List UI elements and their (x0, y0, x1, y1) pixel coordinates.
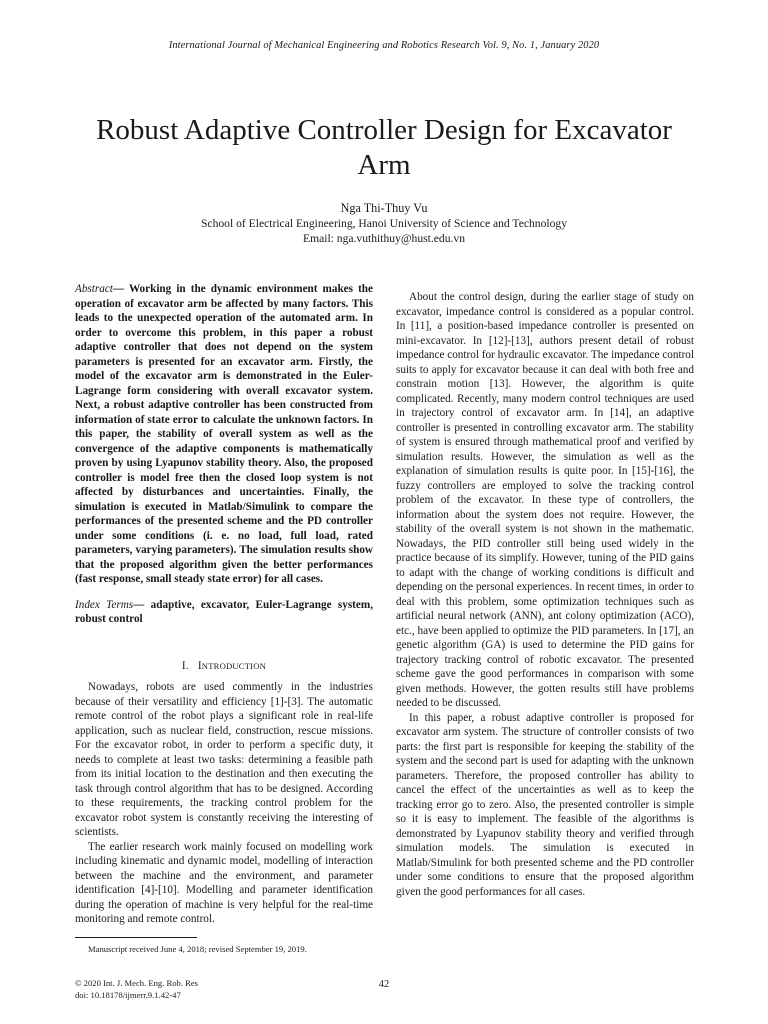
abstract-text: — Working in the dynamic environment makes the operation of excavator arm be affected by many factors. This leads to the unexpected operation of the automated arm. In order to overcome this problem, in this paper a robust adaptive controller that does not depend on the system parameters is presented for an excavator arm. Firstly, the model of the excavator arm is demonstrated in the Euler-Lagrange form considering with overall excavator system. Next, a robust adaptive controller has been constructed from information of state error to calculate the unknown factors. In this paper, the stability of overall system as well as the convergence of the adaptive components is mathematically proven by using Lyapunov stability theory. Also, the proposed controller is model free then the closed loop system is not affected by disturbances and uncertainties. Finally, the simulation is executed in Matlab/Simulink to compare the performances of the presented scheme and the PD controller under some conditions (i. e. no load, full load, rated parameters, varying parameters). The simulation results show that the proposed algorithm given the better performances (fast response, small steady state error) for all cases. (75, 283, 373, 585)
footer-left (75, 978, 198, 1001)
title-line-2: Arm (357, 149, 411, 181)
index-terms (75, 598, 373, 627)
body-paragraph: Nowadays, robots are used commently in the industries because of their versatility and efficiency [1]-[3]. The automatic remote control of the robot plays a significant role in real-life application, such as nuclear field, construction, rescue missions. For the excavator robot, in order to perform a specific duty, it needs to complete at least two tasks: determining a feasible path from its initial location to the destination and then executing the task through control algorithm that has to be designed. According to these requirements, the tracking control problem for the excavator robot system is constantly receiving the interesting of scientists. (75, 681, 373, 838)
title-line-1: Robust Adaptive Controller Design for Excavator (96, 114, 672, 146)
section-title-first-letter: I (197, 659, 202, 672)
index-terms-label: Index Terms (75, 598, 134, 611)
footnote-rule (75, 937, 197, 938)
right-column (396, 290, 694, 899)
affiliation: School of Electrical Engineering, Hanoi University of Science and Technology (200, 217, 567, 230)
body-paragraph: The earlier research work mainly focused on modelling work including kinematic and dynamic model, modelling of interaction between the machine and the environment, and parameter identification [4]-[10]. Modelling and parameter identification during the operation of machine is very helpful for the real-time monitoring and remote control. (75, 840, 373, 925)
journal-header: International Journal of Mechanical Engineering and Robotics Research Vol. 9, No. 1, January 2020 (168, 40, 600, 51)
abstract-label: Abstract (75, 283, 113, 295)
paper-title (60, 113, 708, 183)
index-terms-text: — adaptive, excavator, Euler-Lagrange system, robust control (75, 598, 373, 625)
doi: doi: 10.18178/ijmerr.9.1.42-47 (75, 989, 181, 1000)
copyright: © 2020 Int. J. Mech. Eng. Rob. Res (75, 978, 199, 988)
abstract (75, 282, 373, 587)
author-email: Email: nga.vuthithuy@hust.edu.vn (302, 232, 466, 245)
section-title-rest: NTRODUCTION (201, 660, 267, 671)
footnote: Manuscript received June 4, 2018; revised September 19, 2019. (88, 944, 307, 954)
body-paragraph: In this paper, a robust adaptive controller is proposed for excavator arm system. The structure of controller consists of two parts: the first part is responsible for keeping the stability of the system and the second part is used for adapting with the unknown parameters. Therefore, the proposed controller has ability to cancel the effect of the uncertainties as well as to keep the tracking error go to zero. Also, the presented controller is simple so it is easy to implement. The feasible of the algorithms is demonstrated by Lyapunov stability theory and verified through simulation models. The simulation is executed in Matlab/Simulink for both presented scheme and the PD controller under some conditions to ensure that the proposed algorithm given the good performances for all cases. (396, 711, 694, 898)
body-paragraph: About the control design, during the earlier stage of study on excavator, impedance control is considered as a popular control. In [11], a position-based impedance controller is presented on mini-excavator. In [12]-[13], authors present detail of robust impedance control for hydraulic excavator. The impedance control suits to apply for excavator because it can deal with both free and constrain motion [13]. However, the algorithm is quite complicated. Recently, many modern control techniques are used in trajectory control of excavator arm. In [14], an adaptive controller is presented in controlling excavator arm. The stability of system is ensured through mathematical proof and verified by simulation results. However, the simulation as well as the explanation of simulation results is quite poor. In [15]-[16], the fuzzy controllers are employed to solve the tracking control problem of the excavator. In these type of controllers, the information about the system does not require. However, the stability of the overall system is not shown in the mathematic. Nowadays, the PID controller still being used widely in the practice because of its simplify. However, tuning of the PID gains to adapt with the change of working conditions is difficult and depending on the personal experiences. In recent times, in order to deal with this problem, some optimization techniques such as artificial neural network (ANN), ant colony optimization (ACO), etc., have been applied to optimize the PID parameters. In [17], an genetic algorithm (GA) is used to determine the PID gains for trajectory tracking control of robotic excavator. The presented scheme gave the good performances in comparison with some given methods. However, the gotten results still have problems needed to be discussed. (396, 291, 695, 709)
page-number: 42 (378, 979, 390, 990)
author-name: Nga Thi-Thuy Vu (340, 201, 428, 215)
left-column (75, 282, 373, 927)
section-numeral: I. (181, 659, 189, 672)
section-heading-introduction (75, 659, 373, 674)
